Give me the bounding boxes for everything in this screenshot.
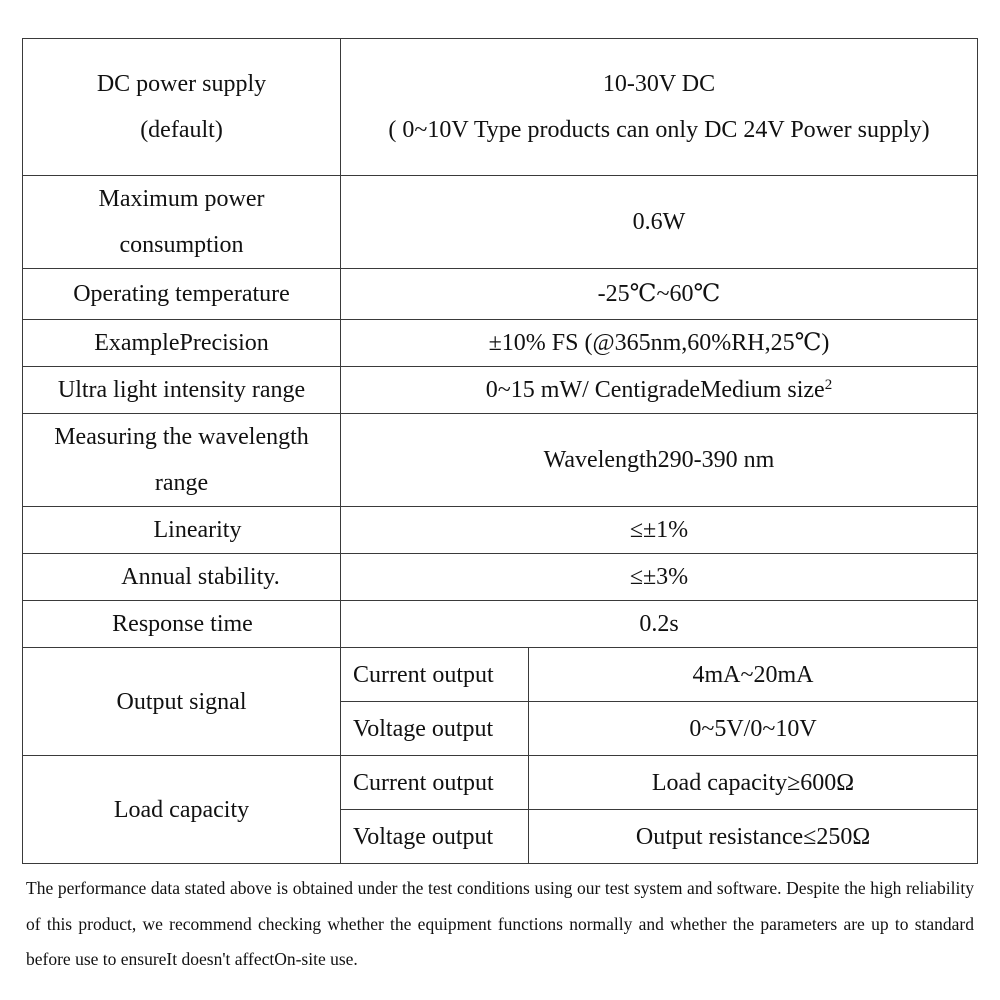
row-output-signal-current: [23, 648, 978, 702]
linearity-label: Linearity: [23, 507, 341, 554]
linearity-value: ≤±1%: [341, 507, 978, 554]
dc-power-value-line2: ( 0~10V Type products can only DC 24V Power supply): [388, 117, 930, 143]
wavelength-value: Wavelength290-390 nm: [341, 414, 978, 507]
row-max-power: [23, 176, 978, 269]
row-wavelength-range: [23, 414, 978, 507]
precision-value: ±10% FS (@365nm,60%RH,25℃): [341, 320, 978, 367]
load-current-label: Current output: [341, 756, 529, 810]
operating-temp-label: Operating temperature: [23, 269, 341, 320]
output-current-value: 4mA~20mA: [529, 648, 978, 702]
row-response-time: [23, 601, 978, 648]
ultra-light-value-text: 0~15 mW/ CentigradeMedium size: [485, 377, 825, 403]
ultra-light-label: Ultra light intensity range: [23, 367, 341, 414]
max-power-label-line1: Maximum power: [98, 186, 265, 212]
load-current-value: Load capacity≥600Ω: [529, 756, 978, 810]
max-power-label-line2: consumption: [119, 232, 244, 258]
footnote-text: The performance data stated above is obtained under the test conditions using our test system and software. Despite the high reliability of this product, we recommend checking whether the equipment functions normally and whether the parameters are up to standard before use to ensureIt doesn't affectOn-site use.: [26, 878, 974, 969]
max-power-label: [23, 176, 341, 269]
precision-label: ExamplePrecision: [23, 320, 341, 367]
dc-power-value: [341, 39, 978, 176]
operating-temp-value: -25℃~60℃: [341, 269, 978, 320]
row-ultra-light-range: [23, 367, 978, 414]
row-linearity: [23, 507, 978, 554]
dc-power-label-line2: (default): [140, 117, 223, 143]
dc-power-label-line1: DC power supply: [96, 71, 267, 97]
ultra-light-superscript: 2: [824, 377, 833, 393]
row-load-capacity-current: [23, 756, 978, 810]
row-operating-temperature: [23, 269, 978, 320]
max-power-value: 0.6W: [341, 176, 978, 269]
output-current-label: Current output: [341, 648, 529, 702]
row-annual-stability: [23, 554, 978, 601]
response-time-value: 0.2s: [341, 601, 978, 648]
dc-power-value-line1: 10-30V DC: [602, 71, 716, 97]
load-voltage-label: Voltage output: [341, 810, 529, 864]
load-capacity-label: Load capacity: [23, 756, 341, 864]
output-voltage-value: 0~5V/0~10V: [529, 702, 978, 756]
load-voltage-value: Output resistance≤250Ω: [529, 810, 978, 864]
response-time-label: Response time: [23, 601, 341, 648]
dc-power-label: [23, 39, 341, 176]
output-voltage-label: Voltage output: [341, 702, 529, 756]
annual-stability-value: ≤±3%: [341, 554, 978, 601]
wavelength-label: [23, 414, 341, 507]
wavelength-label-line1: Measuring the wavelength: [54, 424, 309, 450]
ultra-light-value: [341, 367, 978, 414]
row-precision: [23, 320, 978, 367]
row-dc-power-supply: [23, 39, 978, 176]
output-signal-label: Output signal: [23, 648, 341, 756]
wavelength-label-line2: range: [154, 470, 209, 496]
specification-table: [22, 38, 978, 864]
annual-stability-label: Annual stability.: [23, 554, 341, 601]
